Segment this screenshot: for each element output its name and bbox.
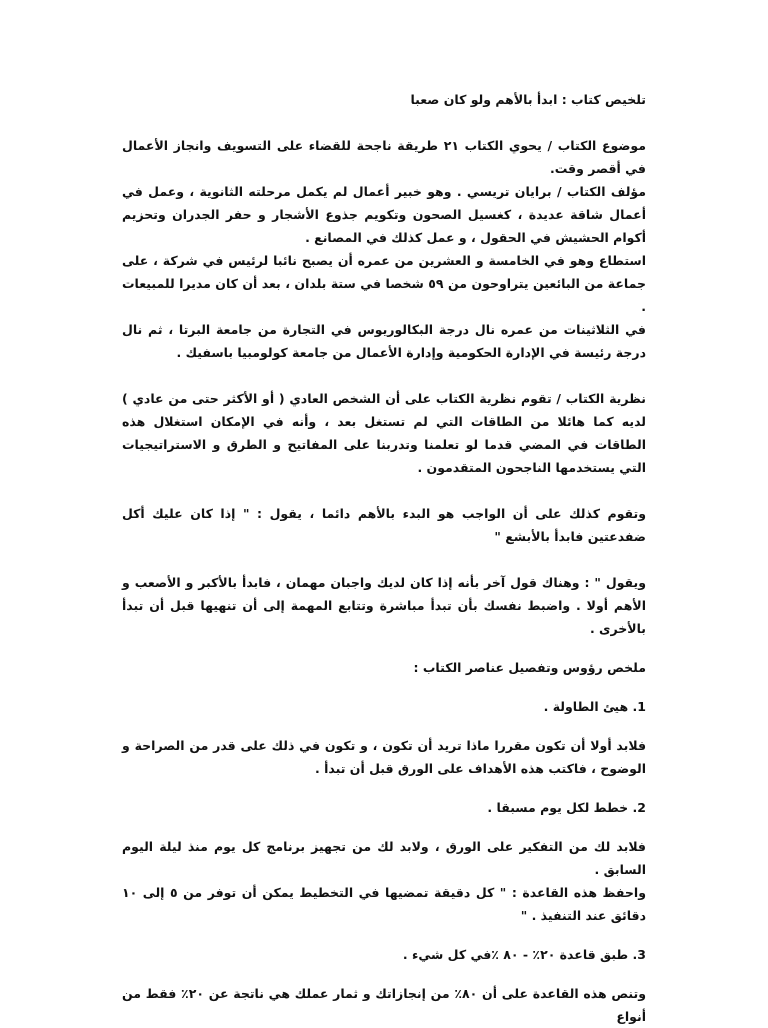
author-paragraph-2: استطاع وهو في الخامسة و العشرين من عمره أن يصبح نائبا لرئيس في شركة ، على جماعة من البائعين يتراوحون من ٥٩ شخصا في ستة بلدان ، بعد أن كان مديرا للمبيعات .: [122, 253, 646, 314]
document-page: [122, 88, 646, 1028]
item-3-title: 3. طبق قاعدة ٢٠٪ - ٨٠ ٪في كل شيء .: [402, 947, 646, 962]
saying-paragraph: ويقول " : وهناك قول آخر بأنه إذا كان لديك واجبان مهمان ، فابدأ بالأكبر و الأصعب و الأهم أولا . واضبط نفسك بأن تبدأ مباشرة وتتابع المهمة إلى أن تنهيها قبل أن تبدأ بالأخرى .: [122, 575, 646, 636]
summary-heading: ملخص رؤوس وتفصيل عناصر الكتاب :: [413, 660, 646, 675]
item-1-body: فلابد أولا أن تكون مقررا ماذا تريد أن تكون ، و تكون في ذلك على قدر من الصراحة و الوضوح ، فاكتب هذه الأهداف على الورق قبل أن تبدأ .: [122, 738, 646, 776]
theory-paragraph: نظرية الكتاب / تقوم نظرية الكتاب على أن الشخص العادي ( أو الأكثر حتى من عادي ) لديه كما هائلا من الطاقات التي لم تستغل بعد ، وأنه في الإمكان استغلال هذه الطاقات في المضي قدما لو تعلمنا وتدربنا على المفاتيح و الطرق و الاستراتيجيات التي يستخدمها الناجحون المتقدمون .: [122, 391, 646, 475]
document-title: تلخيص كتاب : ابدأ بالأهم ولو كان صعبا: [410, 92, 646, 107]
author-paragraph-1: مؤلف الكتاب / برايان تريسي . وهو خبير أعمال لم يكمل مرحلته الثانوية ، وعمل في أعمال شاقة عديدة ، كغسيل الصحون وتكويم جذوع الأشجار و حفر الجدران وتحزيم أكوام الحشيش في الحقول ، و عمل كذلك في المصانع .: [122, 184, 646, 245]
topic-paragraph: موضوع الكتاب / يحوي الكتاب ٢١ طريقة ناجحة للقضاء على التسويف وانجاز الأعمال في أقصر وقت.: [122, 138, 647, 176]
item-2-body-2: واحفظ هذه القاعدة : " كل دقيقة تمضيها في التخطيط يمكن أن توفر من ٥ إلى ١٠ دقائق عند التنفيذ . ": [122, 885, 646, 923]
item-3-body: وتنص هذه القاعدة على أن ٨٠٪ من إنجازاتك و ثمار عملك هي ناتجة عن ٢٠٪ فقط من أنواع: [122, 986, 646, 1024]
author-paragraph-3: في الثلاثينات من عمره نال درجة البكالوريوس في التجارة من جامعة البرتا ، ثم نال درجة رئيسة في الإدارة الحكومية وإدارة الأعمال من جامعة كولومبيا باسفيك .: [122, 322, 646, 360]
item-2-title: 2. خطط لكل يوم مسبقا .: [487, 800, 646, 815]
principle-paragraph: وتقوم كذلك على أن الواجب هو البدء بالأهم دائما ، يقول : " إذا كان عليك أكل ضفدعتين فابدأ بالأبشع ": [122, 506, 646, 544]
item-2-body-1: فلابد لك من التفكير على الورق ، ولابد لك من تجهيز برنامج كل يوم منذ ليلة اليوم السابق .: [122, 839, 646, 877]
item-1-title: 1. هيئ الطاولة .: [543, 699, 646, 714]
